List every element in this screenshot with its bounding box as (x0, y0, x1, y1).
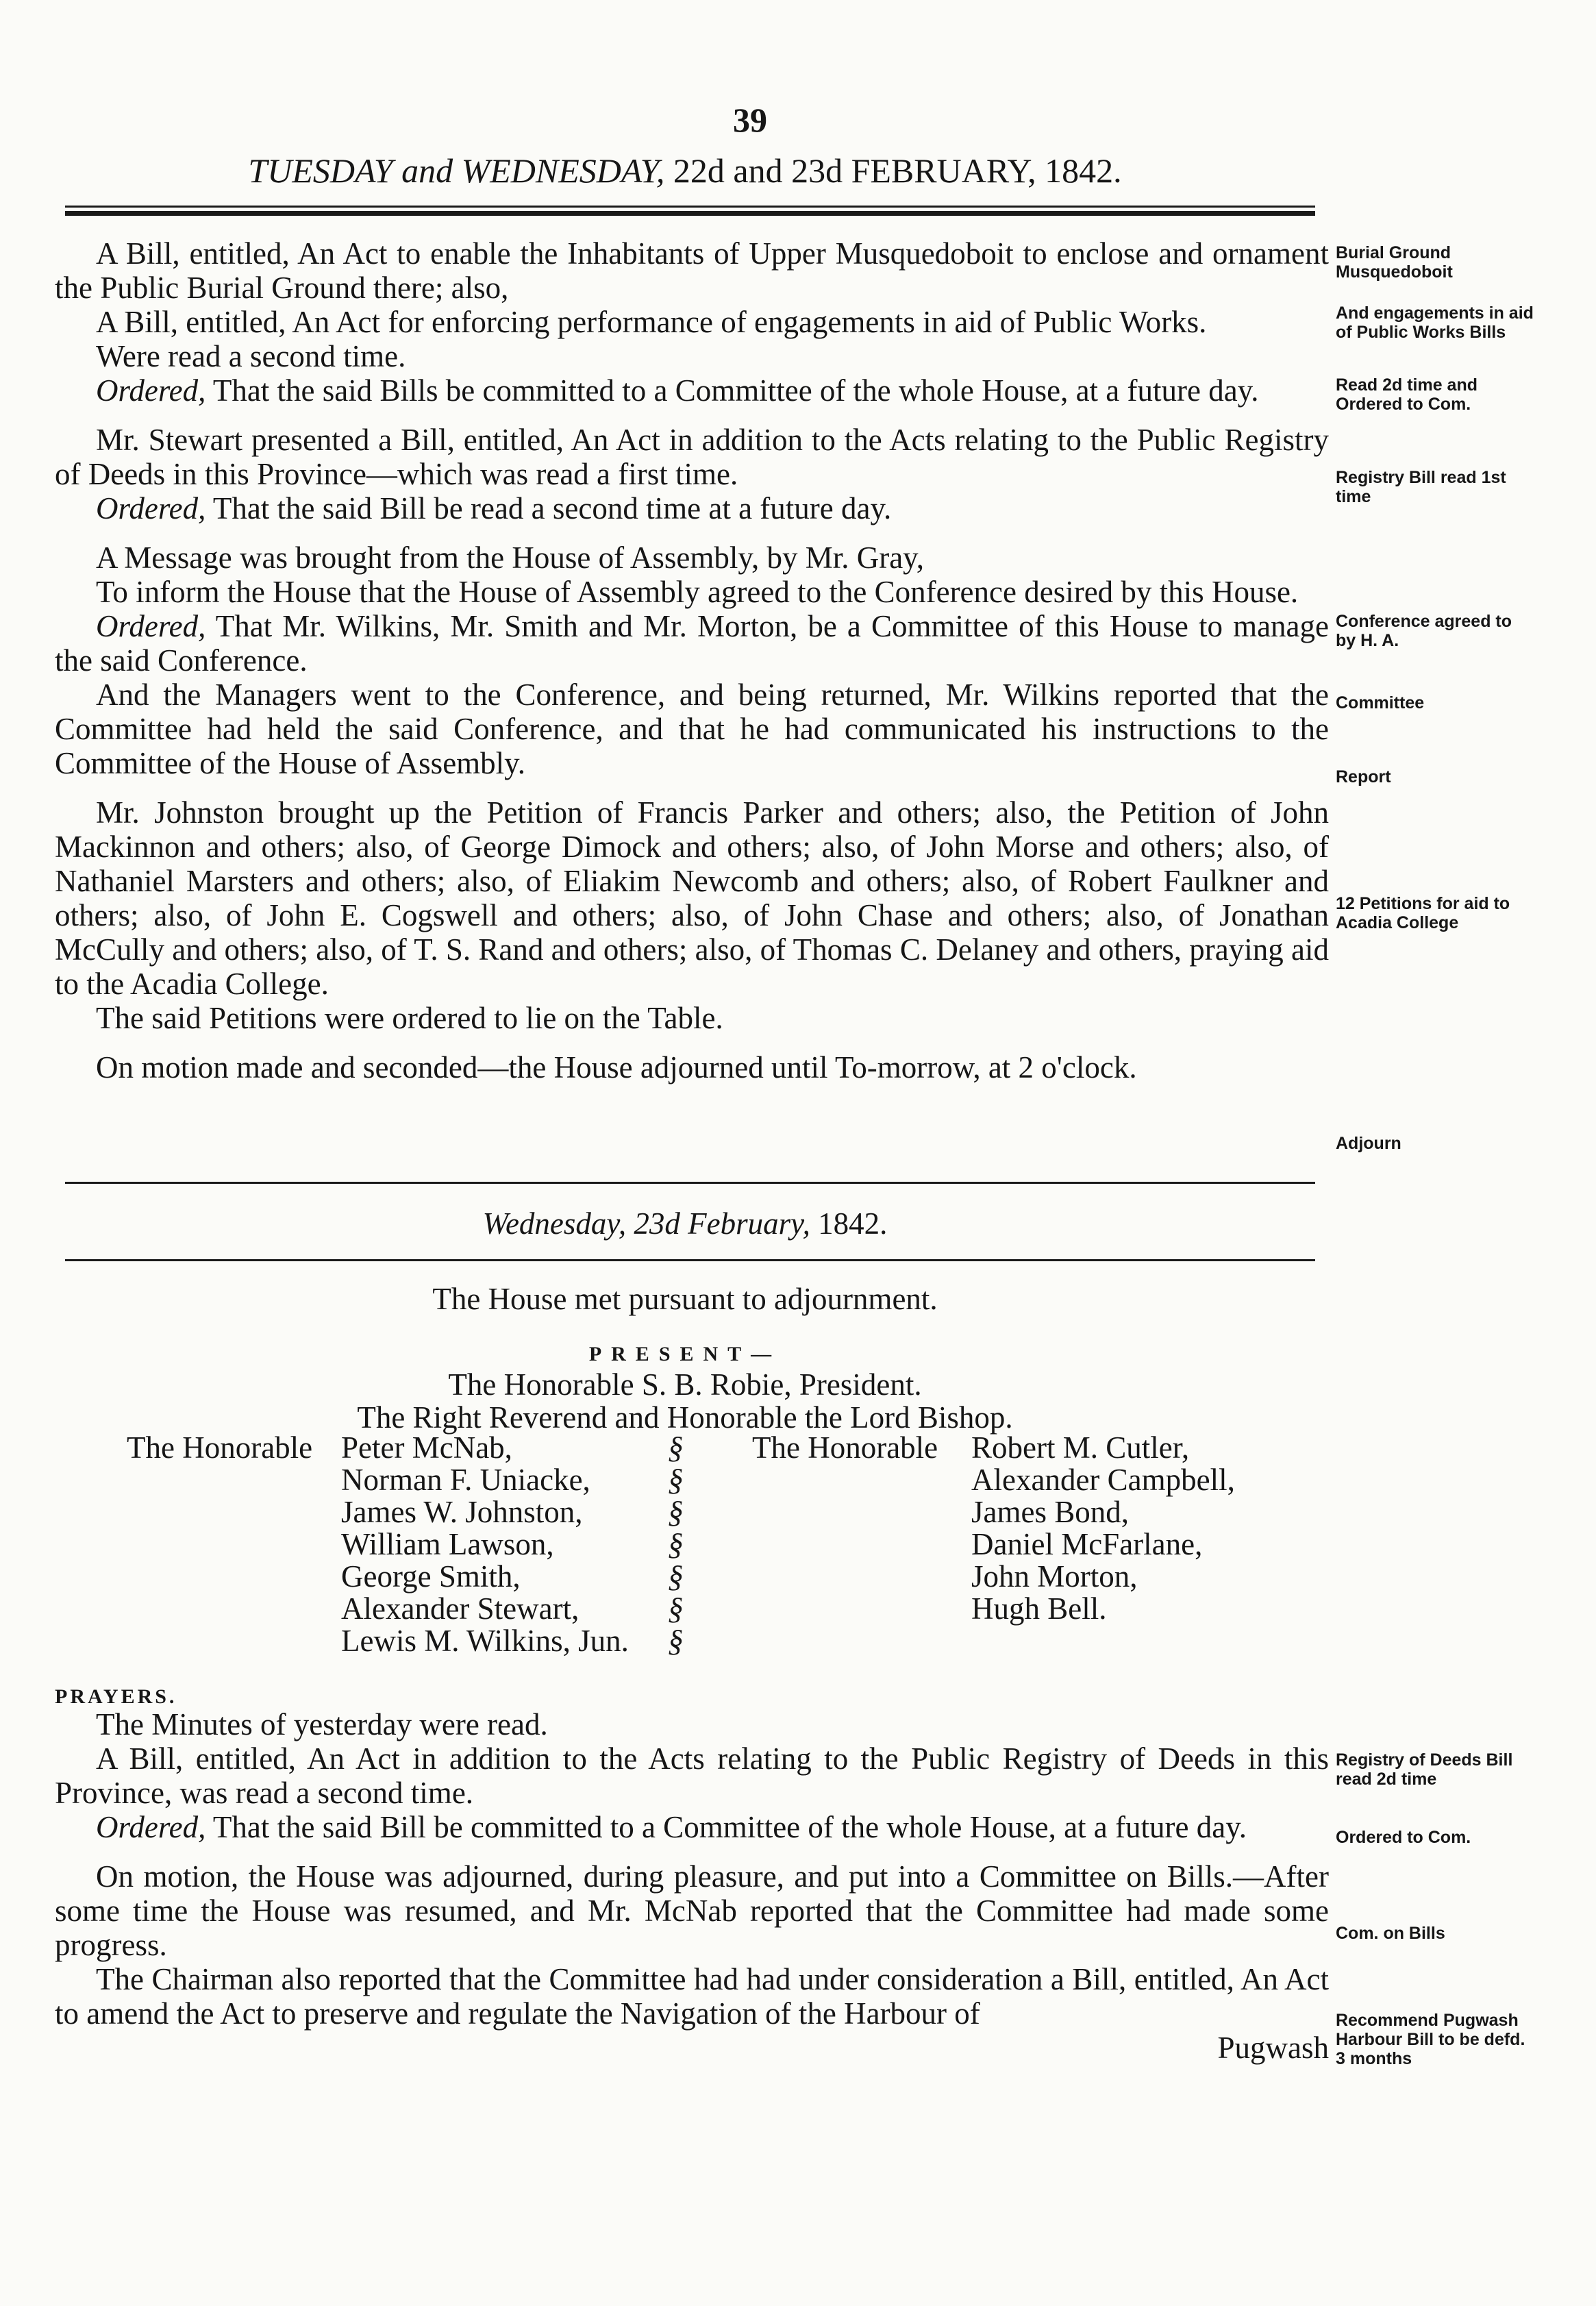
title-days: TUESDAY and WEDNESDAY, (248, 151, 665, 190)
paragraph: The Chairman also reported that the Committee had had under consideration a Bill, entitled, An Act to amend the Act to preserve and regulate the Navigation of the Harbour of (55, 1962, 1329, 2031)
member-name: John Morton, (971, 1559, 1138, 1594)
member-name: George Smith, (341, 1559, 521, 1594)
paragraph: The said Petitions were ordered to lie on the Table. (96, 1001, 723, 1035)
paragraph: And the Managers went to the Conference, and being returned, Mr. Wilkins reported that the Committee had held the said Conference, and that he had communicated his instructions to the Committee of the House of Assembly. (55, 678, 1329, 780)
ordered-label: Ordered, (96, 609, 206, 643)
member-name: Lewis M. Wilkins, Jun. (341, 1624, 629, 1658)
margin-note: Burial Ground Musquedoboit (1336, 243, 1453, 282)
margin-note: Ordered to Com. (1336, 1828, 1471, 1847)
page-title (0, 151, 1370, 190)
paragraph (55, 1810, 1329, 1844)
ordered-text: That Mr. Wilkins, Mr. Smith and Mr. Morton, be a Committee of this House to manage the said Conference. (55, 609, 1329, 678)
margin-note: Report (1336, 767, 1391, 786)
catchword: Pugwash (1217, 2031, 1329, 2065)
ordered-text: That the said Bill be committed to a Committee of the whole House, at a future day. (212, 1810, 1247, 1844)
paragraph: Were read a second time. (96, 339, 406, 373)
section-mark: § (668, 1527, 684, 1561)
paragraph (55, 373, 1329, 408)
margin-note: 12 Petitions for aid to Acadia College (1336, 894, 1510, 932)
member-name: Daniel McFarlane, (971, 1527, 1203, 1561)
section-rule (65, 1259, 1315, 1261)
margin-note: Adjourn (1336, 1134, 1401, 1153)
bishop-line: The Right Reverend and Honorable the Lord Bishop. (357, 1400, 1013, 1435)
margin-note: Committee (1336, 693, 1425, 712)
day-heading (55, 1206, 1315, 1241)
margin-note: Com. on Bills (1336, 1924, 1445, 1943)
section-mark: § (668, 1463, 684, 1497)
section-mark: § (668, 1591, 684, 1626)
margin-note: And engagements in aid of Public Works Bills (1336, 303, 1534, 342)
paragraph (55, 609, 1329, 678)
ordered-text: That the said Bill be read a second time at a future day. (212, 491, 892, 525)
ordered-label: Ordered, (96, 373, 206, 408)
prayers-label: PRAYERS. (55, 1685, 177, 1708)
title-rule-thin (65, 206, 1315, 208)
section-mark: § (668, 1559, 684, 1594)
member-name: Alexander Stewart, (341, 1591, 579, 1626)
section-mark: § (668, 1495, 684, 1529)
margin-note: Conference agreed to by H. A. (1336, 612, 1512, 650)
day-heading-year: 1842. (818, 1206, 888, 1241)
present-label: PRESENT— (588, 1343, 782, 1365)
member-name: Peter McNab, (341, 1430, 512, 1465)
paragraph: To inform the House that the House of Assembly agreed to the Conference desired by this House. (96, 575, 1299, 609)
president-line: The Honorable S. B. Robie, President. (448, 1367, 922, 1402)
member-name: Hugh Bell. (971, 1591, 1107, 1626)
member-name: Robert M. Cutler, (971, 1430, 1190, 1465)
page-number: 39 (733, 101, 767, 139)
paragraph (55, 491, 1329, 525)
margin-note: Read 2d time and Ordered to Com. (1336, 375, 1477, 414)
ordered-label: Ordered, (96, 1810, 206, 1844)
paragraph: A Bill, entitled, An Act to enable the Inhabitants of Upper Musquedoboit to enclose and ornament the Public Burial Ground there; also, (55, 236, 1329, 305)
member-name: Norman F. Uniacke, (341, 1463, 590, 1497)
paragraph: A Bill, entitled, An Act in addition to the Acts relating to the Public Registry of Deeds in this Province, was read a second time. (55, 1741, 1329, 1810)
member-list-right (971, 1432, 1235, 1625)
paragraph: The Minutes of yesterday were read. (96, 1707, 548, 1741)
section-wednesday-body (55, 1707, 1329, 2065)
section-mark: § (668, 1624, 684, 1658)
member-list-left (341, 1432, 629, 1657)
ordered-text: That the said Bills be committed to a Committee of the whole House, at a future day. (212, 373, 1259, 408)
paragraph: Mr. Johnston brought up the Petition of Francis Parker and others; also, the Petition of John Mackinnon and others; also, of George Dimock and others; also, of John Morse and others; also, of Nathaniel Marsters and others; also, of Eliakim Newcomb and others; also, of Robert Faulkner and others; also, of John E. Cogswell and others; also, of John Chase and others; also, of Jonathan McCully and others; also, of T. S. Rand and others; also, of Thomas C. Delaney and others, praying aid to the Acadia College. (55, 795, 1329, 1001)
title-rule-thick (65, 211, 1315, 216)
paragraph: On motion made and seconded—the House adjourned until To-morrow, at 2 o'clock. (96, 1050, 1137, 1084)
margin-note: Registry Bill read 1st time (1336, 468, 1506, 506)
section-mark: § (668, 1430, 684, 1465)
margin-note: Recommend Pugwash Harbour Bill to be defd. 3 months (1336, 2011, 1525, 2068)
paragraph: A Message was brought from the House of Assembly, by Mr. Gray, (96, 541, 925, 575)
section-tuesday-body (55, 236, 1329, 1084)
day-heading-weekday: Wednesday, (482, 1206, 627, 1241)
honorable-prefix-right: The Honorable (752, 1430, 938, 1465)
section-rule (65, 1182, 1315, 1184)
title-dates: 22d and 23d FEBRUARY, 1842. (673, 151, 1122, 190)
section-marks-column (668, 1432, 684, 1657)
member-name: William Lawson, (341, 1527, 554, 1561)
margin-note: Registry of Deeds Bill read 2d time (1336, 1750, 1513, 1789)
paragraph: Mr. Stewart presented a Bill, entitled, An Act in addition to the Acts relating to the Public Registry of Deeds in this Province—which was read a first time. (55, 423, 1329, 491)
paragraph: A Bill, entitled, An Act for enforcing performance of engagements in aid of Public Works. (96, 305, 1207, 339)
member-name: James Bond, (971, 1495, 1129, 1529)
member-name: Alexander Campbell, (971, 1463, 1235, 1497)
ordered-label: Ordered, (96, 491, 206, 525)
member-name: James W. Johnston, (341, 1495, 583, 1529)
day-heading-date: 23d February, (634, 1206, 810, 1241)
honorable-prefix-left: The Honorable (127, 1430, 313, 1465)
paragraph: On motion, the House was adjourned, during pleasure, and put into a Committee on Bills.—After some time the House was resumed, and Mr. McNab reported that the Committee had made some progress. (55, 1859, 1329, 1962)
met-line: The House met pursuant to adjournment. (432, 1282, 938, 1316)
